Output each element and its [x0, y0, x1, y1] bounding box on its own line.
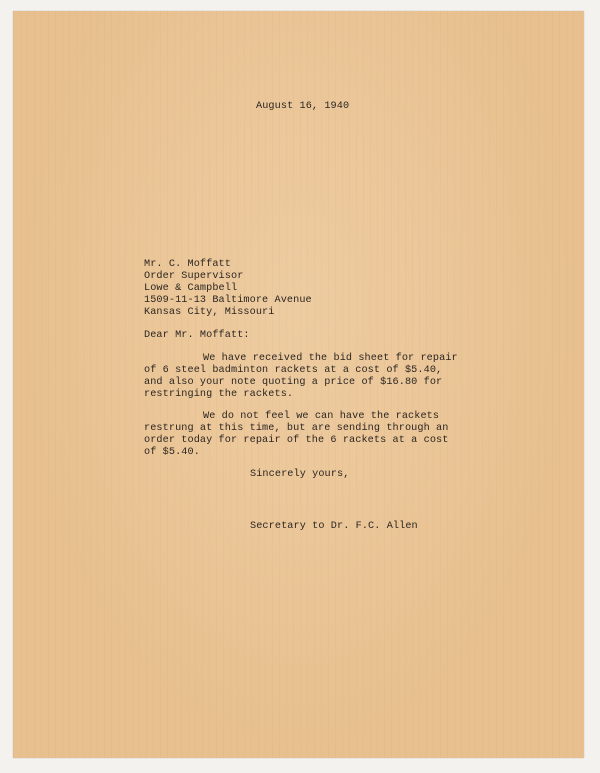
recipient-company: Lowe & Campbell [144, 283, 238, 294]
paragraph1-line3: and also your note quoting a price of $16.80 for [144, 377, 443, 388]
letter-date: August 16, 1940 [256, 101, 350, 112]
recipient-street: 1509-11-13 Baltimore Avenue [144, 295, 312, 306]
paragraph2-line2: restrung at this time, but are sending through an [144, 423, 449, 434]
paragraph1-line2: of 6 steel badminton rackets at a cost of $5.40, [144, 365, 443, 376]
paragraph2-line3: order today for repair of the 6 rackets at a cost [144, 435, 449, 446]
paragraph2-line4: of $5.40. [144, 447, 200, 458]
salutation: Dear Mr. Moffatt: [144, 330, 250, 341]
recipient-name: Mr. C. Moffatt [144, 259, 231, 270]
signature-line: Secretary to Dr. F.C. Allen [250, 521, 418, 532]
paragraph2-line1: We do not feel we can have the rackets [203, 411, 440, 422]
paragraph1-line1: We have received the bid sheet for repair [203, 353, 458, 364]
letter-page [13, 11, 584, 758]
recipient-title: Order Supervisor [144, 271, 244, 282]
paragraph1-line4: restringing the rackets. [144, 389, 294, 400]
recipient-city: Kansas City, Missouri [144, 307, 275, 318]
closing: Sincerely yours, [250, 469, 350, 480]
